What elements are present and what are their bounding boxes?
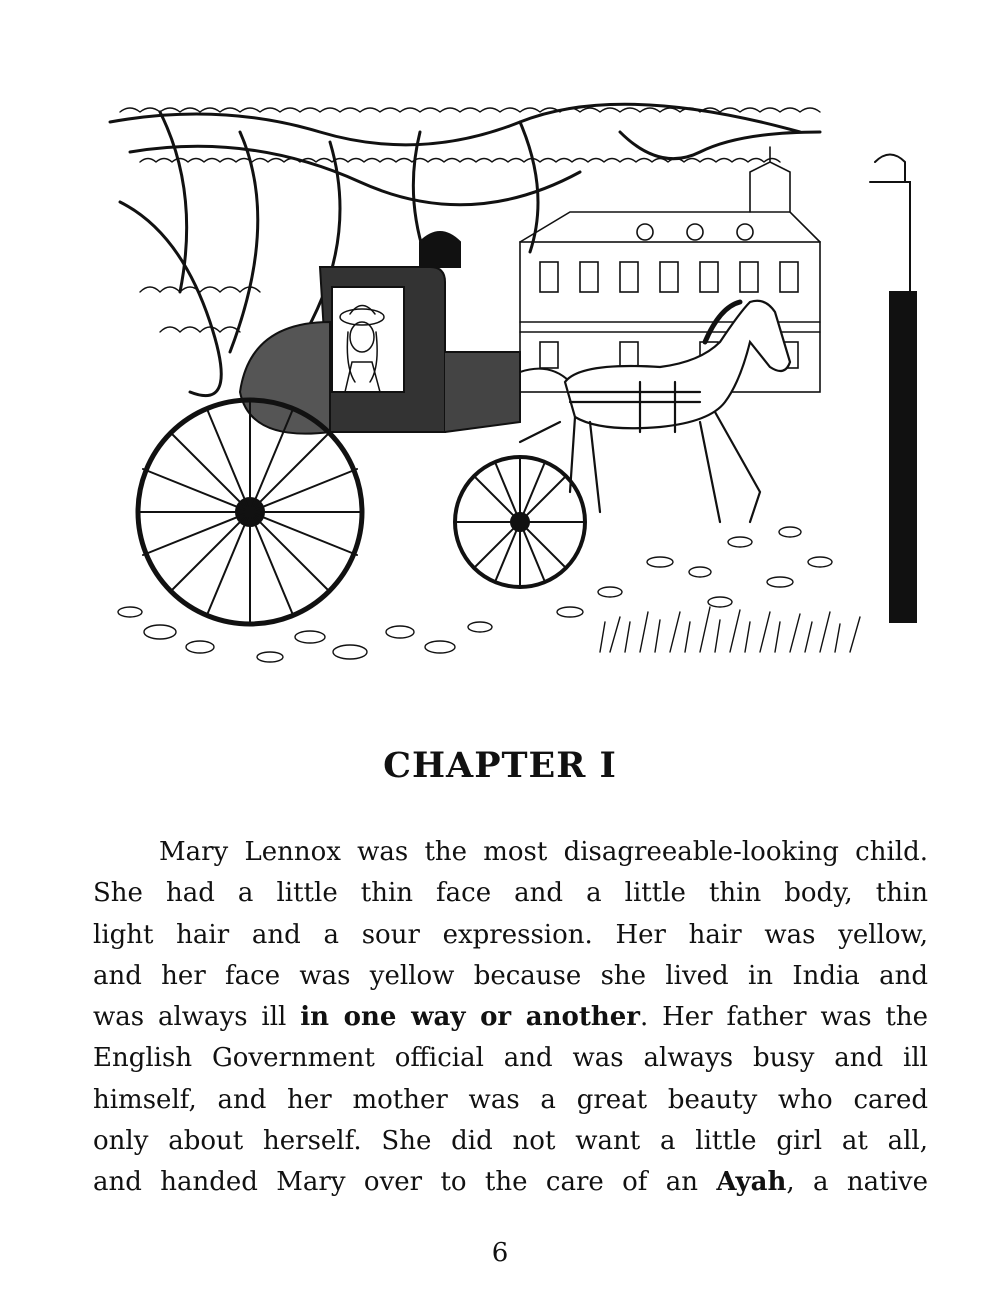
gate-pillar [870, 155, 916, 623]
text-line: English Government official and was always busy and ill [93, 1043, 928, 1074]
text-line: light hair and a sour expression. Her hair was yellow, [93, 919, 928, 950]
rear-wheel [138, 400, 362, 624]
text-line: She had a little thin face and a little thin body, thin [93, 878, 928, 909]
bold-phrase: in one way or another [300, 1002, 640, 1033]
cobblestones [118, 527, 832, 662]
bold-word: Ayah [716, 1167, 787, 1198]
carriage-illustration [100, 92, 920, 672]
text-line: only about herself. She did not want a little girl at all, [93, 1126, 928, 1157]
grass [600, 607, 860, 652]
text-line: himself, and her mother was a great beauty who cared [93, 1084, 928, 1115]
text-line: was always ill in one way or another. Her father was the [93, 1002, 928, 1033]
front-wheel [455, 457, 585, 587]
chapter-text [93, 832, 928, 1204]
text-line: and handed Mary over to the care of an Ayah, a native [93, 1167, 928, 1198]
text-line: and her face was yellow because she lived in India and [93, 960, 928, 991]
page-number: 6 [491, 1238, 509, 1268]
chapter-title: CHAPTER I [383, 745, 617, 786]
text-line: Mary Lennox was the most disagreeable-looking child. [159, 837, 928, 867]
